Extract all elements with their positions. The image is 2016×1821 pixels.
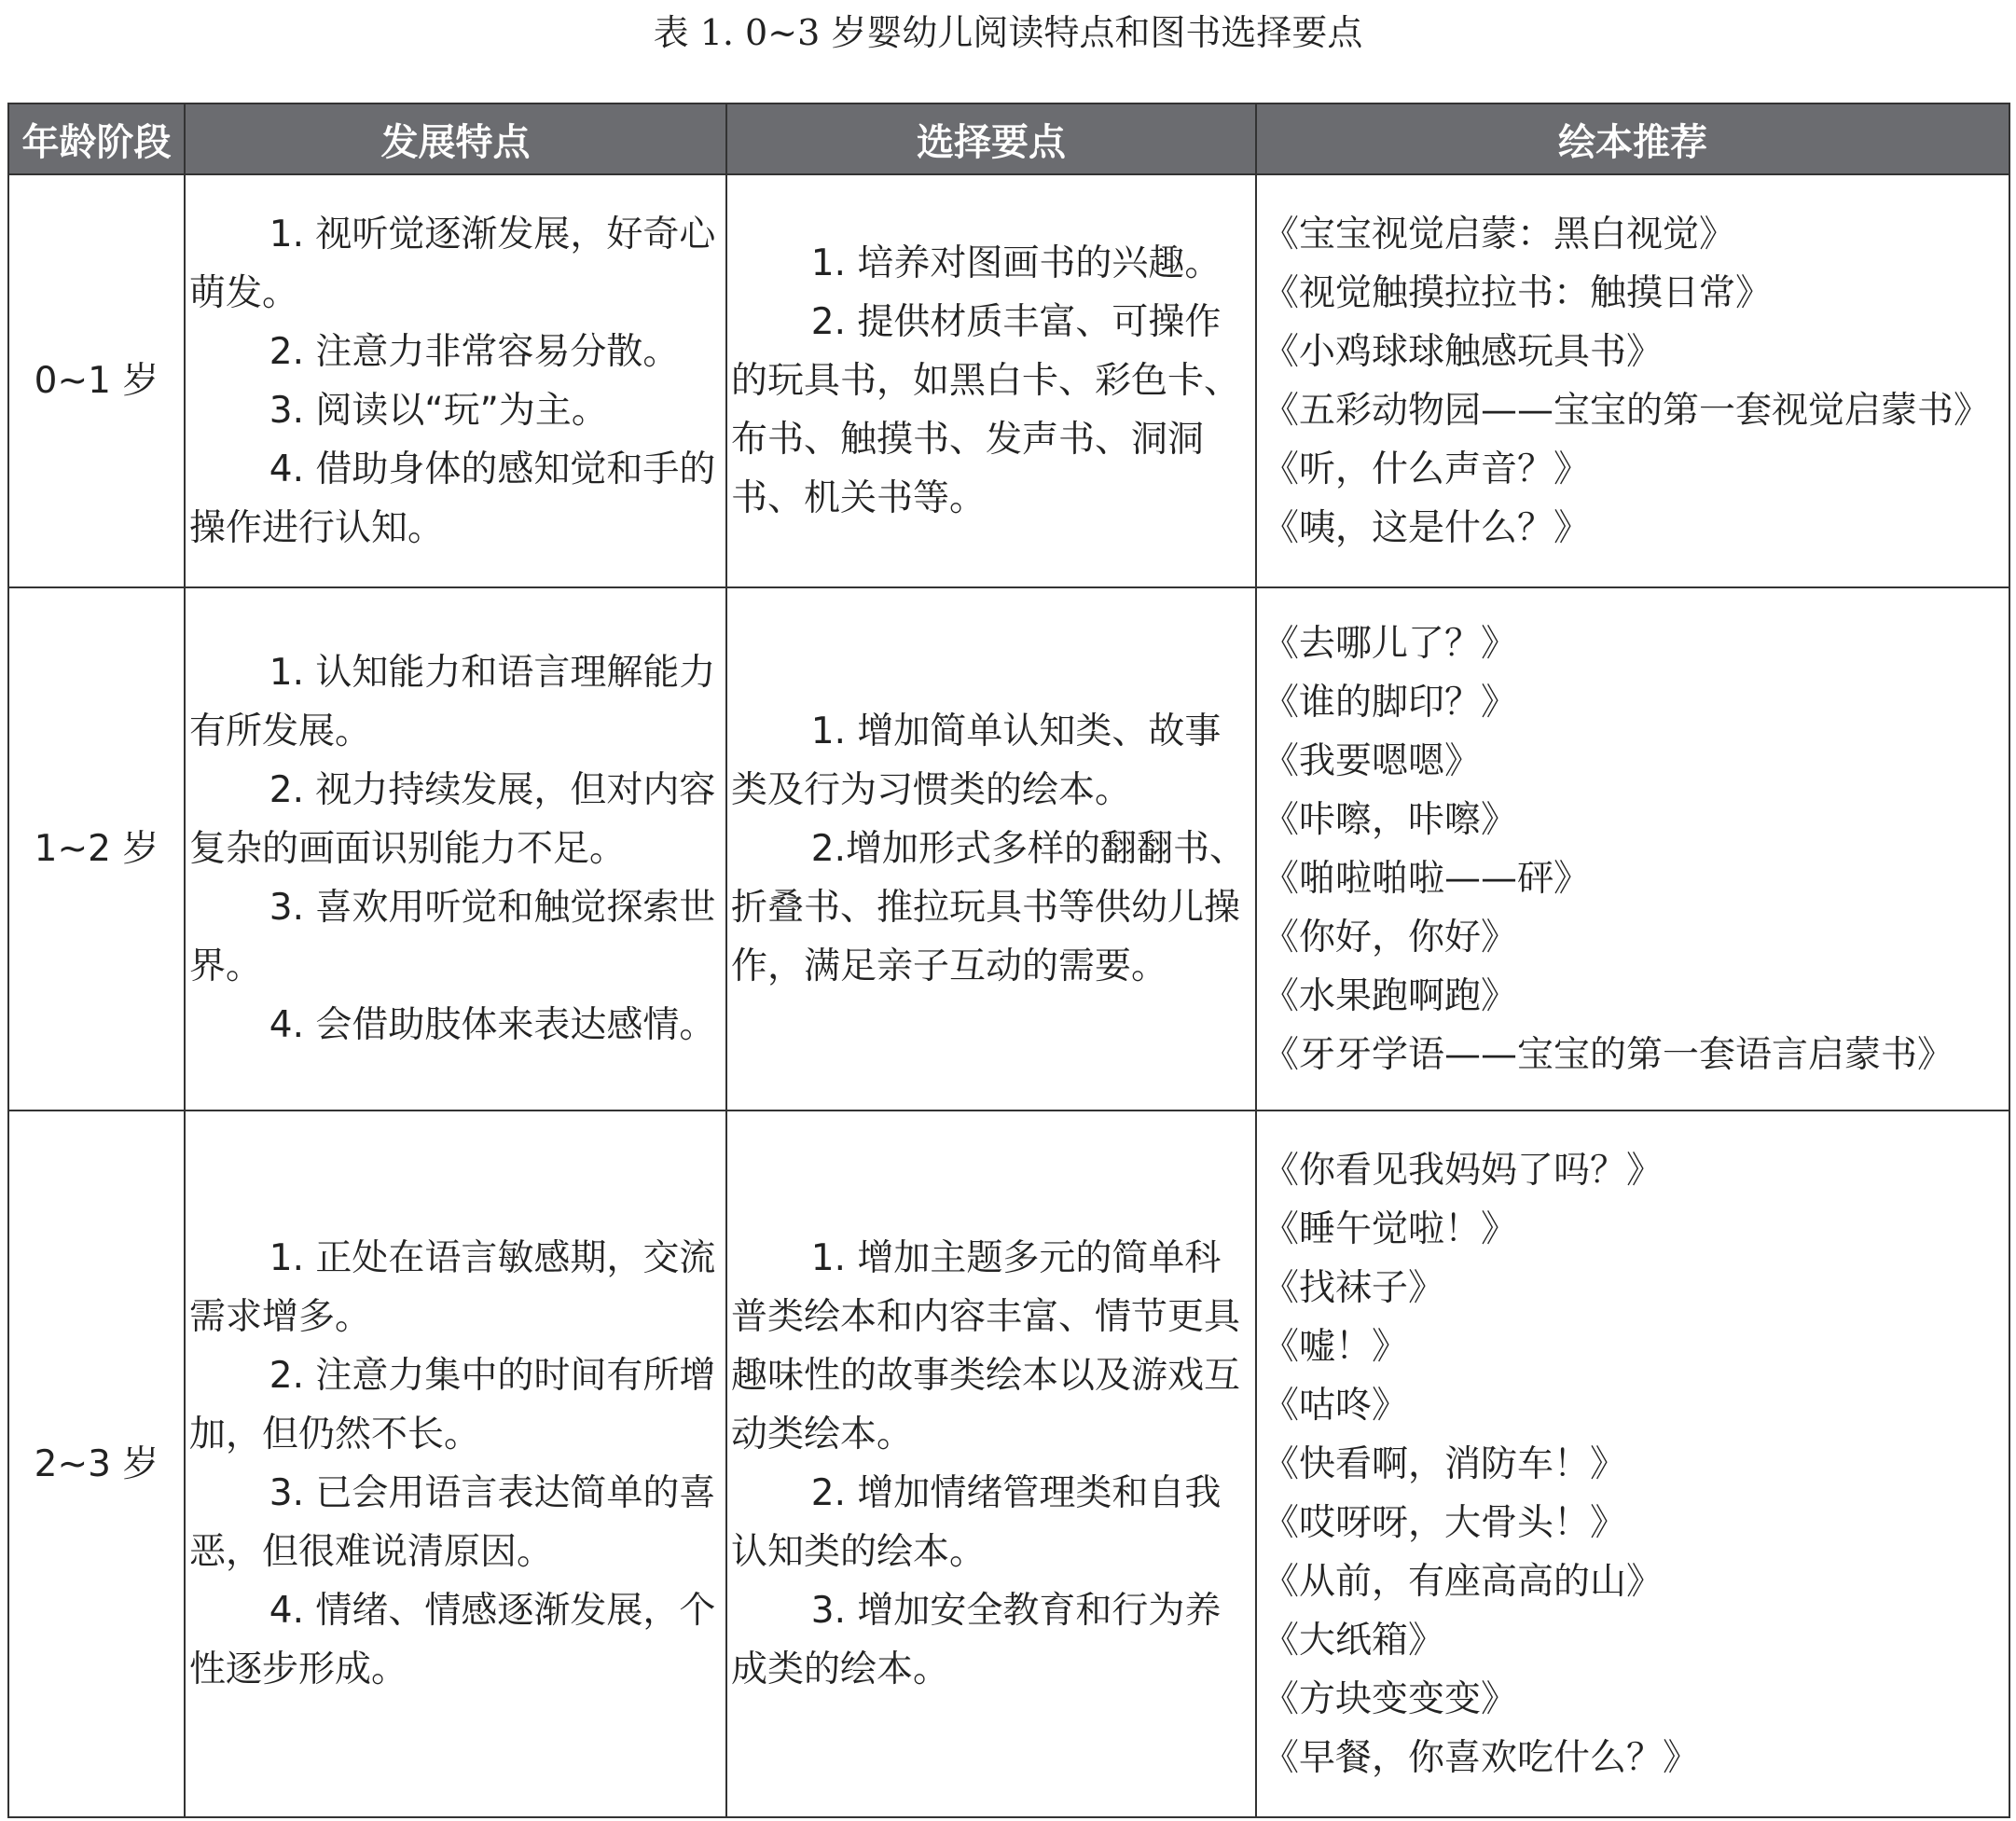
age-cell: 0~1 岁	[8, 174, 185, 587]
books-cell-line: 《咔嚓，咔嚓》	[1263, 798, 1518, 841]
points-cell-line: 2. 提供材质丰富、可操作的玩具书，如黑白卡、彩色卡、布书、触摸书、发声书、洞洞书、机关书等。	[731, 301, 1241, 519]
header-age: 年龄阶段	[8, 103, 185, 174]
features-cell-line: 2. 注意力集中的时间有所增加，但仍然不长。	[189, 1355, 716, 1455]
books-cell-line: 《咕咚》	[1263, 1384, 1409, 1427]
books-cell-line: 《哎呀呀，大骨头！》	[1263, 1501, 1627, 1544]
header-books: 绘本推荐	[1256, 103, 2009, 174]
books-cell-line: 《五彩动物园——宝宝的第一套视觉启蒙书》	[1263, 389, 1991, 432]
books-cell-line: 《视觉触摸拉拉书：触摸日常》	[1263, 271, 1773, 314]
points-cell-line: 3. 增加安全教育和行为养成类的绘本。	[731, 1590, 1222, 1690]
features-cell-line: 1. 视听觉逐渐发展，好奇心萌发。	[189, 213, 716, 314]
features-cell-line: 3. 喜欢用听觉和触觉探索世界。	[189, 887, 716, 987]
books-cell-line: 《你看见我妈妈了吗？》	[1263, 1149, 1664, 1192]
table-row	[8, 174, 2009, 587]
header-features: 发展特点	[185, 103, 726, 174]
points-cell-line: 1. 增加主题多元的简单科普类绘本和内容丰富、情节更具趣味性的故事类绘本以及游戏互动类绘本。	[731, 1237, 1241, 1455]
features-cell-line: 3. 已会用语言表达简单的喜恶，但很难说清原因。	[189, 1472, 716, 1573]
books-cell-line: 《找袜子》	[1263, 1266, 1445, 1309]
table-title: 表 1. 0~3 岁婴幼儿阅读特点和图书选择要点	[653, 12, 1363, 53]
books-cell-line: 《去哪儿了？》	[1263, 622, 1518, 665]
reading-table	[7, 103, 2010, 1818]
header-points: 选择要点	[726, 103, 1256, 174]
books-cell-line: 《方块变变变》	[1263, 1677, 1518, 1720]
books-cell	[1256, 174, 2009, 587]
points-cell	[726, 174, 1256, 587]
features-cell	[185, 174, 726, 587]
books-cell-line: 《啪啦啪啦——砰》	[1263, 857, 1591, 900]
features-cell	[185, 587, 726, 1111]
features-cell-line: 2. 注意力非常容易分散。	[269, 330, 680, 373]
age-cell: 1~2 岁	[8, 587, 185, 1111]
books-cell-line: 《嘘！》	[1263, 1325, 1409, 1368]
books-cell-line: 《快看啊，消防车！》	[1263, 1442, 1627, 1485]
books-cell-line: 《大纸箱》	[1263, 1619, 1445, 1662]
features-cell	[185, 1111, 726, 1817]
books-cell-line: 《我要嗯嗯》	[1263, 739, 1482, 782]
books-cell	[1256, 587, 2009, 1111]
books-cell-line: 《小鸡球球触感玩具书》	[1263, 330, 1664, 373]
table-header-row	[8, 103, 2009, 174]
books-cell-line: 《宝宝视觉启蒙：黑白视觉》	[1263, 213, 1736, 255]
books-cell-line: 《从前，有座高高的山》	[1263, 1560, 1664, 1603]
features-cell-line: 3. 阅读以“玩”为主。	[269, 389, 608, 432]
table-row	[8, 587, 2009, 1111]
books-cell-line: 《谁的脚印？》	[1263, 681, 1518, 724]
books-cell-line: 《水果跑啊跑》	[1263, 974, 1518, 1017]
features-cell-line: 4. 会借助肢体来表达感情。	[269, 1004, 716, 1046]
table-row	[8, 1111, 2009, 1817]
features-cell-line: 4. 情绪、情感逐渐发展，个性逐步形成。	[189, 1590, 716, 1690]
features-cell-line: 1. 正处在语言敏感期，交流需求增多。	[189, 1237, 716, 1338]
books-cell-line: 《早餐，你喜欢吃什么？》	[1263, 1736, 1700, 1779]
points-cell-line: 2.增加形式多样的翻翻书、折叠书、推拉玩具书等供幼儿操作，满足亲子互动的需要。	[731, 828, 1247, 987]
features-cell-line: 4. 借助身体的感知觉和手的操作进行认知。	[189, 448, 716, 549]
books-cell-line: 《听，什么声音？》	[1263, 448, 1591, 490]
points-cell	[726, 1111, 1256, 1817]
features-cell-line: 2. 视力持续发展，但对内容复杂的画面识别能力不足。	[189, 769, 716, 870]
age-cell: 2~3 岁	[8, 1111, 185, 1817]
books-cell-line: 《咦，这是什么？》	[1263, 506, 1591, 549]
points-cell-line: 1. 增加简单认知类、故事类及行为习惯类的绘本。	[731, 710, 1222, 811]
points-cell-line: 1. 培养对图画书的兴趣。	[810, 242, 1222, 284]
features-cell-line: 1. 认知能力和语言理解能力有所发展。	[189, 652, 716, 752]
books-cell	[1256, 1111, 2009, 1817]
books-cell-line: 《牙牙学语——宝宝的第一套语言启蒙书》	[1263, 1033, 1954, 1076]
points-cell	[726, 587, 1256, 1111]
points-cell-line: 2. 增加情绪管理类和自我认知类的绘本。	[731, 1472, 1222, 1573]
books-cell-line: 《睡午觉啦！》	[1263, 1207, 1518, 1250]
books-cell-line: 《你好，你好》	[1263, 916, 1518, 959]
